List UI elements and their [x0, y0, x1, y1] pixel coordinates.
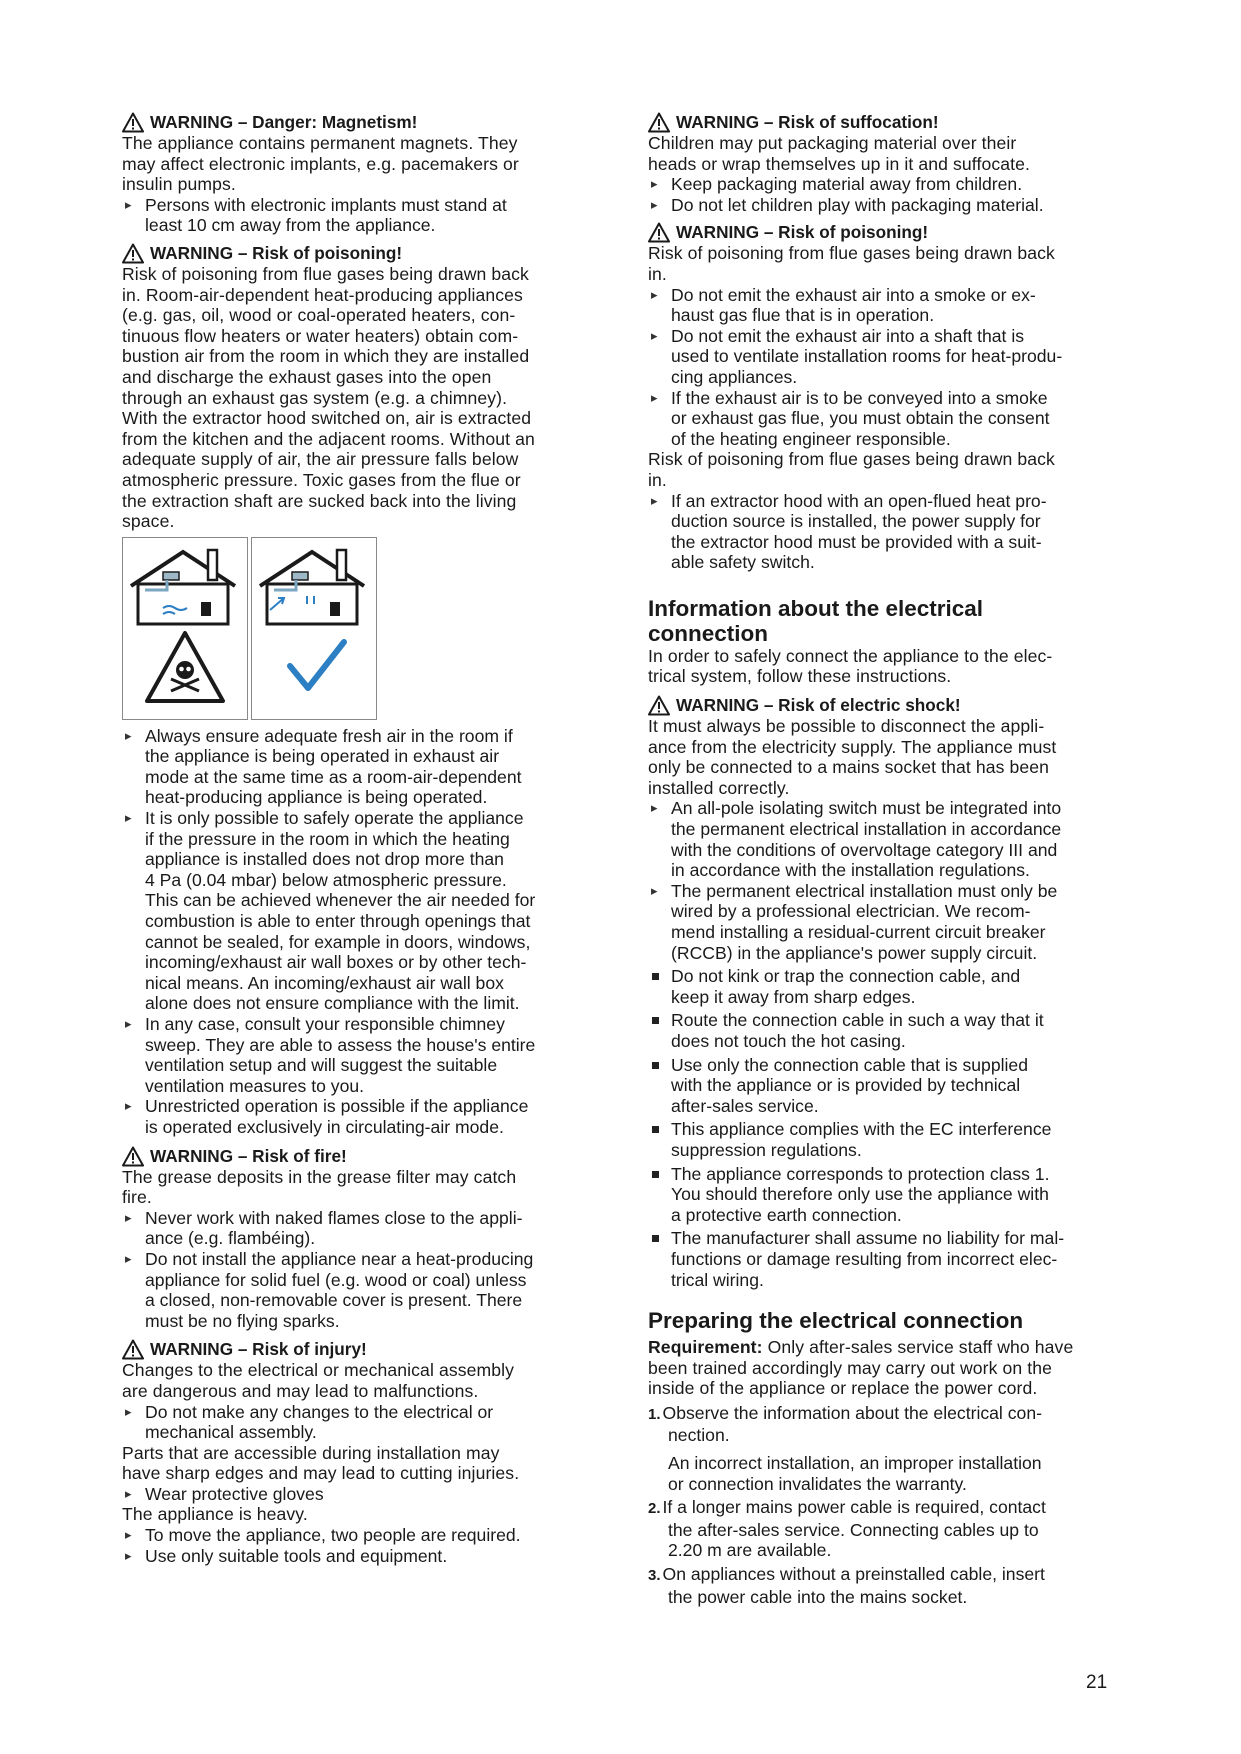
warning-injury-title: WARNING – Risk of injury!	[122, 1339, 600, 1360]
magnetism-text: The appliance contains permanent magnets. They may affect electronic implants, e.g. pacemakers or insulin pumps.	[122, 133, 519, 195]
list-item: ▸ It is only possible to safely operate the appliance if the pressure in the room in which the heating appliance is installed does not drop more than 4 Pa (0.04 mbar) below atmospheric pressure. This can be achieved whenever the air needed for combustion is able to enter through openings that cannot be sealed, for example in doors, windows, incoming/exhaust air wall boxes or by other tech- nical means. An incoming/exhaust air wall box alone does not ensure compliance with the limit.	[122, 808, 600, 1014]
injury-bullets-1	[122, 1402, 600, 1443]
list-item: Route the connection cable in such a way that it does not touch the hot casing.	[648, 1010, 1128, 1051]
right-column	[648, 112, 1128, 1607]
injury-bullets-3	[122, 1525, 600, 1566]
house-icon	[260, 550, 364, 624]
injury-bullets-2	[122, 1484, 600, 1505]
list-item: ▸ Do not emit the exhaust air into a smoke or ex- haust gas flue that is in operation.	[648, 285, 1128, 326]
list-item: ▸ Persons with electronic implants must stand at least 10 cm away from the appliance.	[122, 195, 600, 236]
step-item: 3. On appliances without a preinstalled cable, insert the power cable into the mains socket.	[648, 1564, 1045, 1607]
poisoning-bullets	[122, 726, 600, 1138]
injury-text-2: Parts that are accessible during installation may have sharp edges and may lead to cutting injuries.	[122, 1442, 520, 1484]
poisoning-text: Risk of poisoning from flue gases being drawn back in. Room-air-dependent heat-producing appliances (e.g. gas, oil, wood or coal-operated heaters, con- tinuous flow heaters or water heaters) obtain com- bustion air from the room in which they are installed and discharge the exhaust gases into the open through an exhaust gas system (e.g. a chimney). With the extractor hood switched on, air is extracted from the kitchen and the adjacent rooms. Without an adequate supply of air, the air pressure falls below atmospheric pressure. Toxic gases from the flue or the extraction shaft are sucked back into the living space.	[122, 263, 535, 532]
list-item: The appliance corresponds to protection class 1. You should therefore only use the appliance with a protective earth connection.	[648, 1164, 1128, 1226]
warning-triangle-icon	[648, 112, 670, 133]
list-item: ▸ The permanent electrical installation must only be wired by a professional electrician. We recom- mend installing a residual-current circuit breaker (RCCB) in the appliance's power supply circuit.	[648, 881, 1128, 963]
warning-poisoning-right-title: WARNING – Risk of poisoning!	[648, 222, 1128, 243]
warning-triangle-icon	[122, 243, 144, 264]
list-item: ▸ Do not emit the exhaust air into a shaft that is used to ventilate installation rooms for heat-produ- cing appliances.	[648, 326, 1128, 388]
poisoning-right-bullets-1	[648, 285, 1128, 450]
injury-text-3: The appliance is heavy.	[122, 1504, 308, 1525]
warning-triangle-icon	[122, 112, 144, 133]
list-item: ▸ Keep packaging material away from children.	[648, 174, 1128, 195]
requirement-text: Requirement: Only after-sales service staff who have been trained accordingly may carry out work on the inside of the appliance or replace the power cord.	[648, 1337, 1074, 1399]
poisoning-right-text-1: Risk of poisoning from flue gases being drawn back in.	[648, 243, 1055, 284]
list-item: This appliance complies with the EC interference suppression regulations.	[648, 1119, 1128, 1160]
list-item: ▸ Do not install the appliance near a heat-producing appliance for solid fuel (e.g. wood or coal) unless a closed, non-removable cover is present. There must be no flying sparks.	[122, 1249, 600, 1331]
injury-text-1: Changes to the electrical or mechanical assembly are dangerous and may lead to malfunctions.	[122, 1360, 515, 1401]
suffocation-bullets	[648, 174, 1128, 215]
list-item: The manufacturer shall assume no liability for mal- functions or damage resulting from incorrect elec- trical wiring.	[648, 1228, 1128, 1290]
warning-triangle-icon	[648, 695, 670, 716]
list-item: ▸ If the exhaust air is to be conveyed into a smoke or exhaust gas flue, you must obtain the consent of the heating engineer responsible.	[648, 388, 1128, 450]
poisoning-right-text-2: Risk of poisoning from flue gases being drawn back in.	[648, 449, 1055, 490]
step-item: 2. If a longer mains power cable is required, contact the after-sales service. Connecting cables up to 2.20 m are available.	[648, 1497, 1046, 1561]
list-item: ▸ In any case, consult your responsible chimney sweep. They are able to assess the house's entire ventilation setup and will suggest the suitable ventilation measures to you.	[122, 1014, 600, 1096]
list-item: Do not kink or trap the connection cable, and keep it away from sharp edges.	[648, 966, 1128, 1007]
step-note: An incorrect installation, an improper installation or connection invalidates the warranty.	[668, 1453, 1042, 1494]
warning-magnetism-title: WARNING – Danger: Magnetism!	[122, 112, 600, 133]
list-item: ▸ If an extractor hood with an open-flued heat pro- duction source is installed, the power supply for the extractor hood must be provided with a suit- able safety switch.	[648, 491, 1128, 573]
list-item: ▸ Wear protective gloves	[122, 1484, 600, 1505]
warning-suffocation-title: WARNING – Risk of suffocation!	[648, 112, 1128, 133]
fire-text: The grease deposits in the grease filter may catch fire.	[122, 1166, 517, 1208]
ventilation-illustration	[122, 537, 600, 720]
electrical-square-list	[648, 966, 1128, 1290]
checkmark-icon	[290, 642, 344, 688]
electrical-info-heading: Information about the electrical connection	[648, 595, 984, 646]
electric-shock-bullets	[648, 798, 1128, 963]
list-item: ▸ An all-pole isolating switch must be integrated into the permanent electrical installation in accordance with the conditions of overvoltage category III and in accordance with the installation regulations.	[648, 798, 1128, 880]
skull-crossbones-icon	[147, 633, 223, 701]
page-number: 21	[1086, 1672, 1108, 1693]
requirement-label: Requirement:	[648, 1337, 763, 1358]
left-column	[122, 112, 600, 1566]
preparing-heading: Preparing the electrical connection	[648, 1308, 1024, 1334]
step-item: 1. Observe the information about the electrical con- nection. An incorrect installation, an improper installation or connection invalidates the warranty.	[648, 1403, 1128, 1494]
electrical-intro: In order to safely connect the appliance to the elec- trical system, follow these instructions.	[648, 645, 1053, 687]
warning-poisoning-title: WARNING – Risk of poisoning!	[122, 243, 600, 264]
list-item: Use only the connection cable that is supplied with the appliance or is provided by technical after-sales service.	[648, 1055, 1128, 1117]
fire-bullets	[122, 1208, 600, 1332]
warning-triangle-icon	[122, 1146, 144, 1167]
list-item: ▸ To move the appliance, two people are required.	[122, 1525, 600, 1546]
electric-shock-text: It must always be possible to disconnect the appli- ance from the electricity supply. The appliance must only be connected to a mains socket that has been installed correctly.	[648, 716, 1057, 798]
list-item: ▸ Do not let children play with packaging material.	[648, 195, 1128, 216]
house-icon	[131, 550, 235, 624]
poisoning-right-bullets-2	[648, 491, 1128, 573]
suffocation-text: Children may put packaging material over their heads or wrap themselves up in it and suffocate.	[648, 133, 1030, 174]
warning-triangle-icon	[648, 222, 670, 243]
warning-electric-shock-title: WARNING – Risk of electric shock!	[648, 695, 1128, 716]
list-item: ▸ Unrestricted operation is possible if the appliance is operated exclusively in circulating-air mode.	[122, 1096, 600, 1137]
illustration-safe	[251, 537, 377, 720]
warning-triangle-icon	[122, 1339, 144, 1360]
illustration-unsafe	[122, 537, 248, 720]
list-item: ▸ Use only suitable tools and equipment.	[122, 1546, 600, 1567]
warning-fire-title: WARNING – Risk of fire!	[122, 1146, 600, 1167]
list-item: ▸ Always ensure adequate fresh air in the room if the appliance is being operated in exhaust air mode at the same time as a room-air-dependent heat-producing appliance is being operated.	[122, 726, 600, 808]
list-item: ▸ Never work with naked flames close to the appli- ance (e.g. flambéing).	[122, 1208, 600, 1249]
list-item: ▸ Do not make any changes to the electrical or mechanical assembly.	[122, 1402, 600, 1443]
magnetism-bullets	[122, 195, 600, 236]
preparing-steps	[648, 1403, 1128, 1607]
